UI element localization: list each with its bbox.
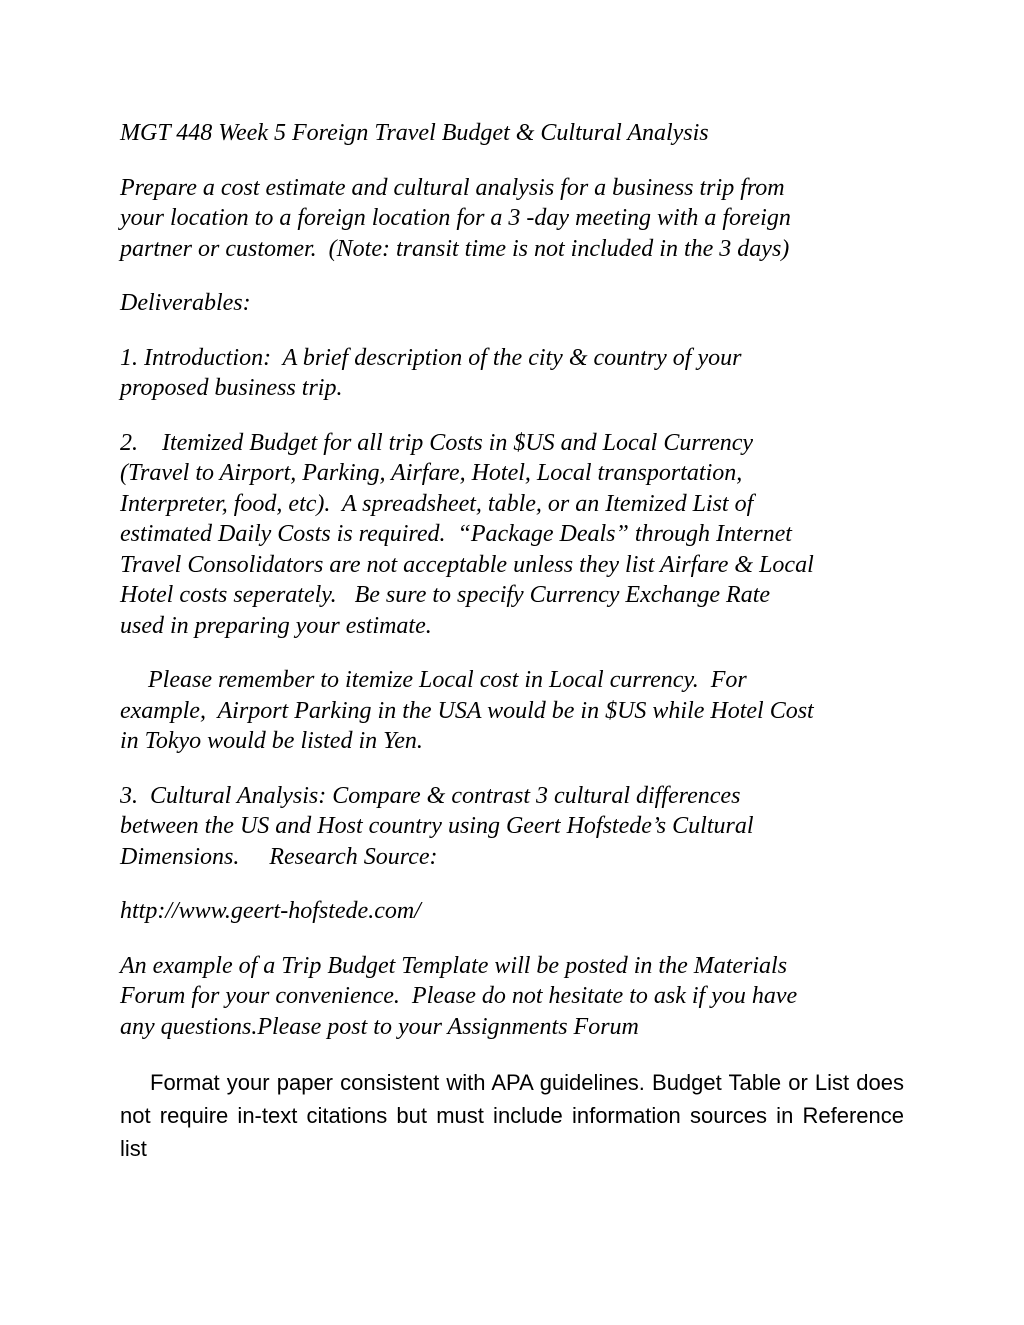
deliverable-cultural-analysis: 3. Cultural Analysis: Compare & contrast 3 cultural differences between the US and Host country using Geert Hofstede’s Cultural Dimensions. Research Source:: [120, 782, 754, 870]
deliverable-itemized-budget: 2. Itemized Budget for all trip Costs in $US and Local Currency (Travel to Airport, Parking, Airfare, Hotel, Local transportation, Interpreter, food, etc). A spreadsheet, table, or an Itemized List of estimated Daily Costs is required. “Package Deals” through Internet Travel Consolidators are not acceptable unless they list Airfare & Local Hotel costs seperately. Be sure to specify Currency Exchange Rate used in preparing your estimate.: [120, 429, 814, 639]
deliverables-heading: Deliverables:: [120, 290, 251, 316]
apa-format-note: Format your paper consistent with APA guidelines. Budget Table or List does not require in-text citations but must include information sources in Reference list: [120, 1070, 904, 1161]
deliverable-introduction: 1. Introduction: A brief description of the city & country of your proposed business trip.: [120, 344, 742, 401]
intro-paragraph: Prepare a cost estimate and cultural analysis for a business trip from your location to a foreign location for a 3 -day meeting with a foreign partner or customer. (Note: transit time is not included in the 3 days): [120, 174, 791, 262]
document-title: MGT 448 Week 5 Foreign Travel Budget & Cultural Analysis: [120, 120, 709, 146]
local-currency-reminder: Please remember to itemize Local cost in Local currency. For example, Airport Parking in the USA would be in $US while Hotel Cost in Tokyo would be listed in Yen.: [120, 667, 814, 754]
research-source-url: http://www.geert-hofstede.com/: [120, 898, 421, 924]
document-body: [120, 118, 910, 1165]
budget-template-note: An example of a Trip Budget Template will be posted in the Materials Forum for your convenience. Please do not hesitate to ask if you have any questions.Please post to your Assignments Forum: [120, 952, 798, 1040]
